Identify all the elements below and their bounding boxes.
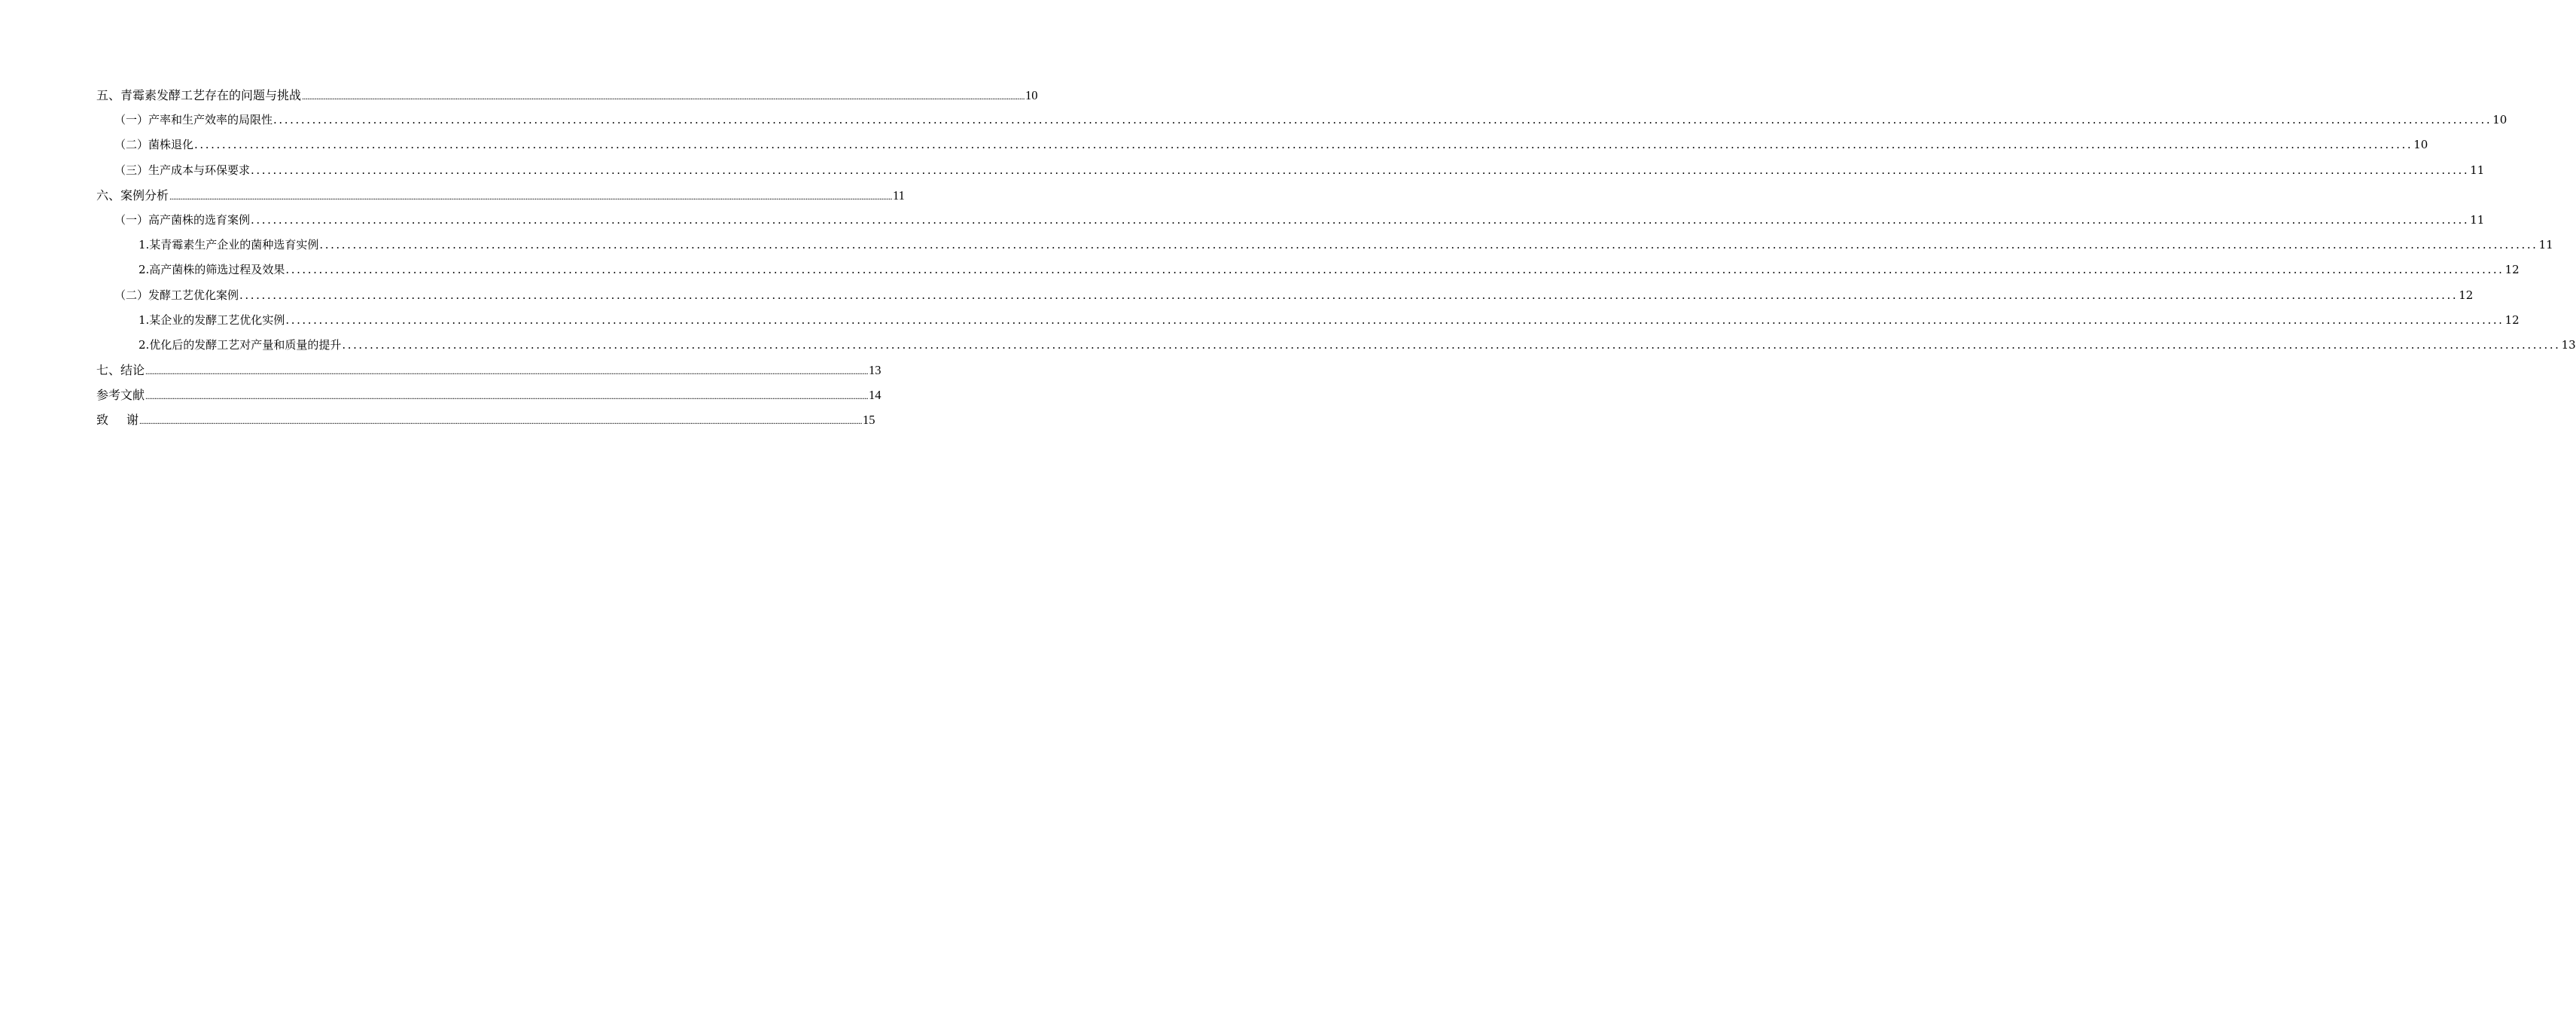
toc-page-number: 10 (1025, 88, 1038, 102)
toc-entry-acknowledgements[interactable] (96, 407, 875, 432)
toc-dot-leader: ................................................................................................................................................................................................................................................................................................................................................................................................................ (239, 288, 2459, 302)
toc-entry-section-6-2-1[interactable] (96, 308, 2520, 333)
toc-entry-title (96, 407, 139, 432)
toc-dot-leader: ................................................................................................................................................................................................................................................................................................................................................................................................................ (139, 416, 863, 427)
toc-page-number: 12 (2459, 288, 2474, 302)
toc-page-number: 12 (2504, 263, 2520, 277)
toc-entry-section-5-3[interactable] (96, 158, 2485, 183)
toc-entry-title: 2.优化后的发酵工艺对产量和质量的提升 (139, 337, 342, 352)
toc-entry-section-5[interactable] (96, 83, 1038, 108)
toc-entry-title: 1.某企业的发酵工艺优化实例 (139, 312, 285, 327)
toc-entry-section-6-1-2[interactable] (96, 258, 2520, 282)
toc-dot-leader: ................................................................................................................................................................................................................................................................................................................................................................................................................ (251, 163, 2470, 177)
toc-entry-section-6-1-1[interactable] (96, 233, 2553, 258)
toc-entry-title: 2.高产菌株的筛选过程及效果 (139, 263, 285, 277)
toc-page-number: 10 (2492, 113, 2507, 127)
toc-entry-section-7[interactable] (96, 358, 882, 383)
ack-char-1: 致 (96, 413, 109, 428)
toc-page-number: 14 (869, 388, 882, 403)
table-of-contents (96, 83, 2576, 433)
toc-dot-leader: ................................................................................................................................................................................................................................................................................................................................................................................................................ (342, 337, 2561, 352)
toc-page-number: 11 (893, 187, 905, 203)
toc-page-number: 13 (2561, 337, 2576, 352)
toc-dot-leader: ................................................................................................................................................................................................................................................................................................................................................................................................................ (302, 91, 1025, 102)
toc-entry-title: 五、青霉素发酵工艺存在的问题与挑战 (96, 88, 302, 102)
toc-dot-leader: ................................................................................................................................................................................................................................................................................................................................................................................................................ (145, 391, 869, 402)
ack-char-2: 谢 (126, 413, 139, 428)
toc-dot-leader: ................................................................................................................................................................................................................................................................................................................................................................................................................ (251, 212, 2470, 227)
toc-entry-section-6-2-2[interactable] (96, 333, 2576, 358)
toc-entry-title: （三）生产成本与环保要求 (114, 163, 251, 177)
toc-entry-title: 七、结论 (96, 363, 145, 378)
toc-dot-leader: ................................................................................................................................................................................................................................................................................................................................................................................................................ (194, 138, 2413, 152)
toc-entry-title: （一）高产菌株的选育案例 (114, 212, 251, 227)
toc-entry-title: （二）菌株退化 (114, 138, 194, 152)
toc-page-number: 10 (2413, 138, 2428, 152)
toc-dot-leader: ................................................................................................................................................................................................................................................................................................................................................................................................................ (319, 238, 2538, 252)
toc-entry-title: 1.某青霉素生产企业的菌种选育实例 (139, 238, 319, 252)
toc-entry-title: 六、案例分析 (96, 187, 169, 203)
toc-entry-section-6-2[interactable] (96, 283, 2474, 308)
toc-dot-leader: ................................................................................................................................................................................................................................................................................................................................................................................................................ (169, 191, 893, 202)
toc-entry-title: （一）产率和生产效率的局限性 (114, 113, 273, 127)
toc-page-number: 11 (2538, 238, 2553, 252)
toc-entry-section-6-1[interactable] (96, 208, 2485, 233)
toc-entry-section-5-2[interactable] (96, 133, 2428, 157)
toc-page-number: 11 (2470, 163, 2485, 177)
toc-entry-title: 参考文献 (96, 388, 145, 403)
toc-entry-section-6[interactable] (96, 183, 905, 208)
toc-dot-leader: ................................................................................................................................................................................................................................................................................................................................................................................................................ (145, 366, 869, 377)
toc-dot-leader: ................................................................................................................................................................................................................................................................................................................................................................................................................ (285, 263, 2504, 277)
toc-page-number: 11 (2470, 212, 2485, 227)
toc-page-number: 12 (2504, 312, 2520, 327)
toc-page-number: 13 (869, 363, 882, 378)
toc-dot-leader: ................................................................................................................................................................................................................................................................................................................................................................................................................ (273, 113, 2492, 127)
toc-dot-leader: ................................................................................................................................................................................................................................................................................................................................................................................................................ (285, 312, 2504, 327)
toc-page-number: 15 (863, 413, 875, 428)
toc-entry-section-5-1[interactable] (96, 108, 2507, 133)
toc-entry-title: （二）发酵工艺优化案例 (114, 288, 239, 302)
toc-entry-references[interactable] (96, 383, 882, 407)
